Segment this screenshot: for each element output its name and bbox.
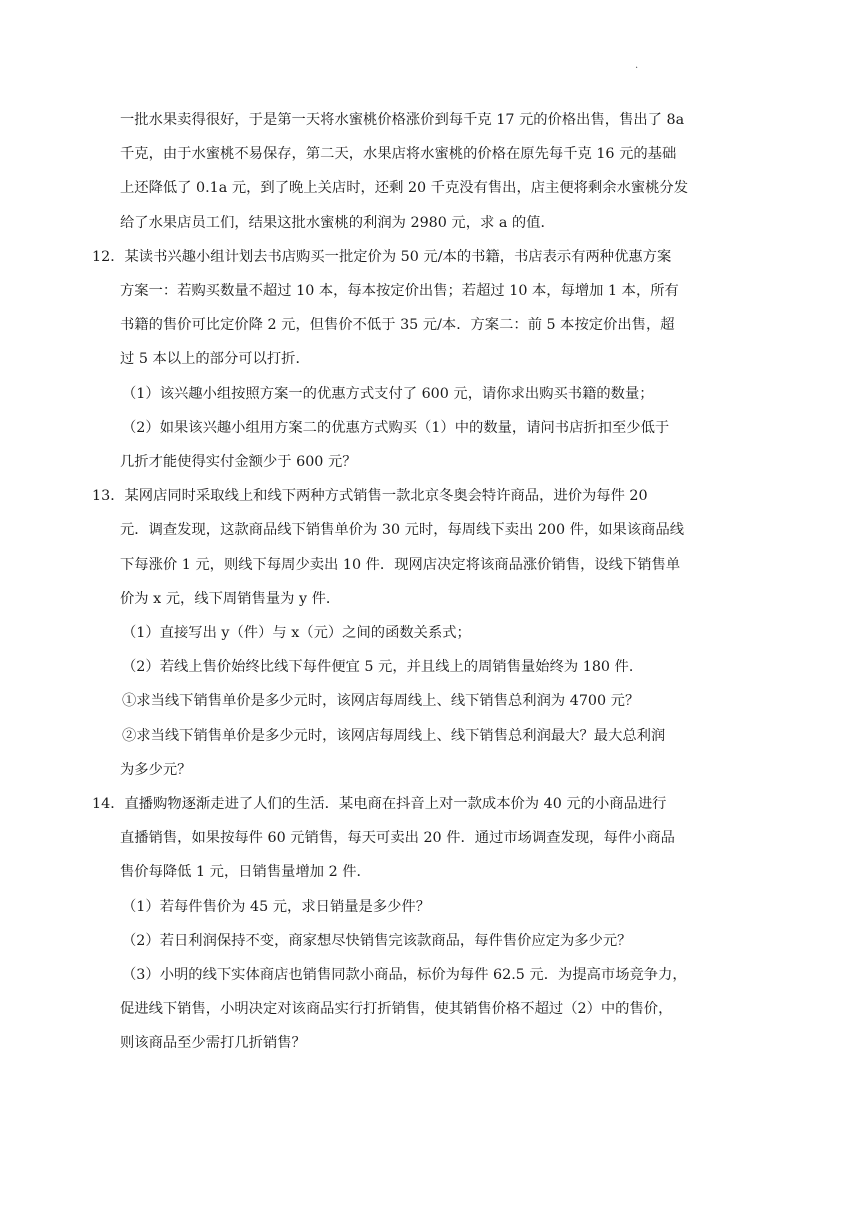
text-line: 14．直播购物逐渐走进了人们的生活．某电商在抖音上对一款成本价为 40 元的小商品进行 <box>92 796 667 813</box>
text-line: （1）直接写出 y（件）与 x（元）之间的函数关系式； <box>122 625 471 642</box>
text-line: 13．某网店同时采取线上和线下两种方式销售一款北京冬奥会特许商品，进价为每件 20 <box>92 488 648 505</box>
text-line: 12．某读书兴趣小组计划去书店购买一批定价为 50 元/本的书籍，书店表示有两种优惠方案 <box>92 248 672 265</box>
text-line: 给了水果店员工们，结果这批水蜜桃的利润为 2980 元，求 a 的值． <box>120 214 555 231</box>
text-line: 促进线下销售，小明决定对该商品实行打折销售，使其销售价格不超过（2）中的售价， <box>120 1001 673 1018</box>
text-line: （3）小明的线下实体商店也销售同款小商品，标价为每件 62.5 元．为提高市场竞争力， <box>122 967 687 984</box>
text-line: 方案一：若购买数量不超过 10 本，每本按定价出售；若超过 10 本，每增加 1 本，所有 <box>120 283 679 300</box>
text-line: 一批水果卖得很好，于是第一天将水蜜桃价格涨价到每千克 17 元的价格出售，售出了 8a <box>120 112 685 128</box>
text-line: 书籍的售价可比定价降 2 元，但售价不低于 35 元/本．方案二：前 5 本按定价出售，超 <box>120 317 675 334</box>
document-body <box>92 103 717 1061</box>
text-line: 千克，由于水蜜桃不易保存，第二天，水果店将水蜜桃的价格在原先每千克 16 元的基础 <box>120 146 677 163</box>
text-line: （2）若线上售价始终比线下每件便宜 5 元，并且线上的周销售量始终为 180 件． <box>122 659 644 676</box>
text-line: 几折才能使得实付金额少于 600 元？ <box>120 454 357 471</box>
text-line: 价为 x 元，线下周销售量为 y 件． <box>120 590 341 607</box>
text-line: （1）该兴趣小组按照方案一的优惠方式支付了 600 元，请你求出购买书籍的数量； <box>122 385 654 402</box>
text-line: （1）若每件售价为 45 元，求日销量是多少件？ <box>122 898 431 915</box>
page-mark: . <box>635 60 639 71</box>
text-line: ①求当线下销售单价是多少元时，该网店每周线上、线下销售总利润为 4700 元？ <box>122 693 640 710</box>
text-line: 为多少元？ <box>120 761 192 778</box>
text-line: （2）如果该兴趣小组用方案二的优惠方式购买（1）中的数量，请问书店折扣至少低于 <box>122 419 670 436</box>
text-line: 直播销售，如果按每件 60 元销售，每天可卖出 20 件．通过市场调查发现，每件小商品 <box>120 830 675 847</box>
text-line: 下每涨价 1 元，则线下每周少卖出 10 件．现网店决定将该商品涨价销售，设线下销售单 <box>120 556 681 573</box>
text-line: 则该商品至少需打几折销售？ <box>120 1035 306 1052</box>
text-line: 上还降低了 0.1a 元，到了晚上关店时，还剩 20 千克没有售出，店主便将剩余水蜜桃分发 <box>120 180 689 197</box>
text-line: 过 5 本以上的部分可以打折． <box>120 351 310 368</box>
text-line: （2）若日利润保持不变，商家想尽快销售完该款商品，每件售价应定为多少元？ <box>122 932 632 949</box>
text-line: 售价每降低 1 元，日销售量增加 2 件． <box>120 864 371 881</box>
text-line: ②求当线下销售单价是多少元时，该网店每周线上、线下销售总利润最大？最大总利润 <box>122 727 666 744</box>
text-line: 元．调查发现，这款商品线下销售单价为 30 元时，每周线下卖出 200 件，如果该商品线 <box>120 522 685 539</box>
